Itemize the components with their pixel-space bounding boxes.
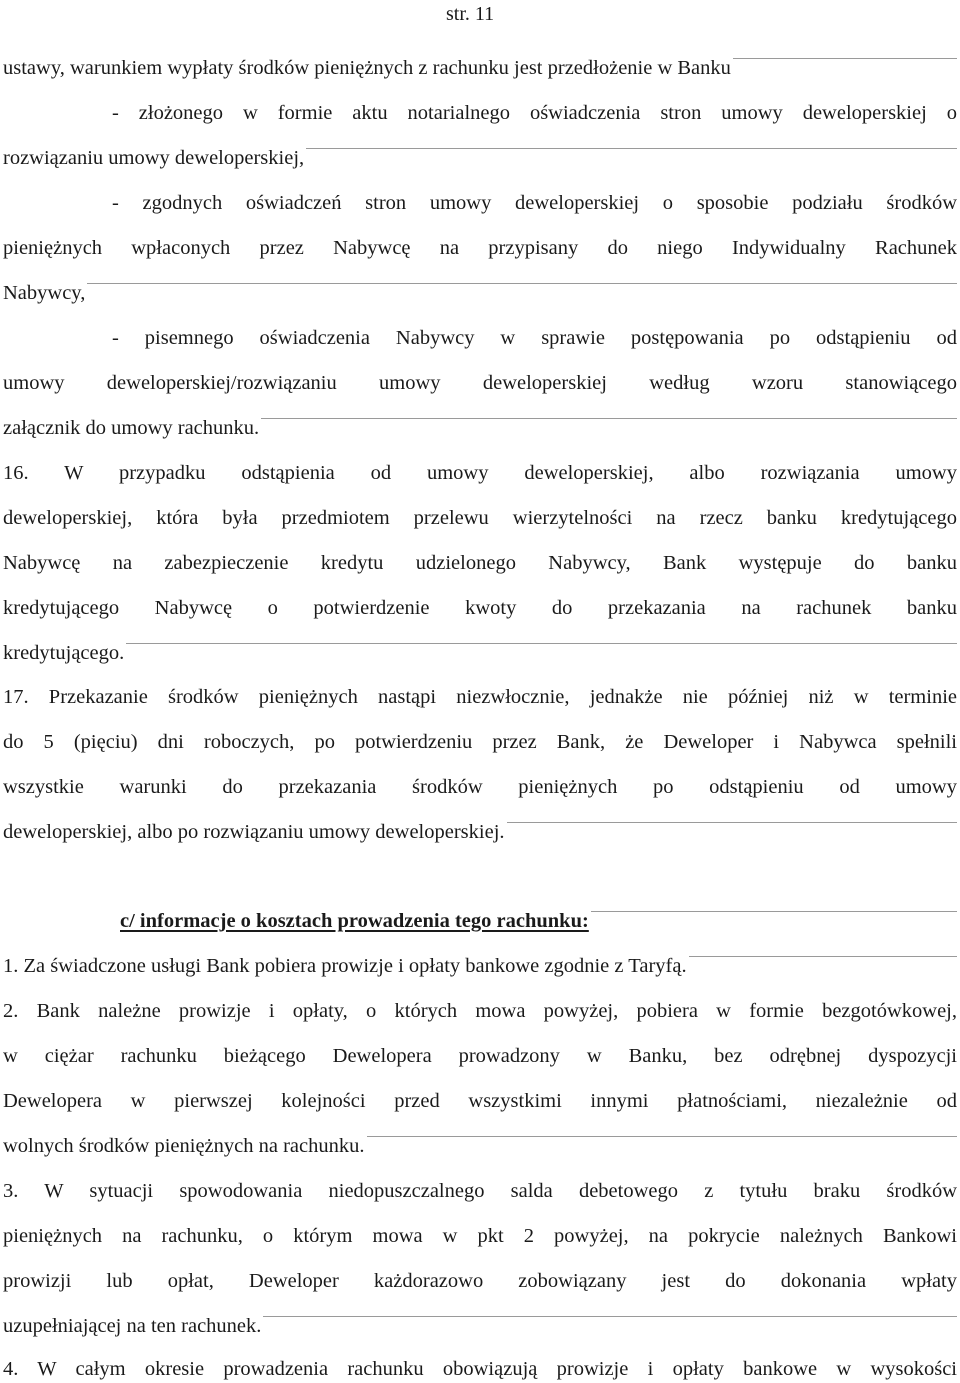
text-line [3,460,957,486]
fill-line [733,58,957,59]
line-text: Nabywcę na zabezpieczenie kredytu udzielonego Nabywcy, Bank występuje do banku [3,552,957,574]
text-line [3,1356,957,1382]
line-text: - pisemnego oświadczenia Nabywcy w sprawie postępowania po odstąpieniu od [112,327,957,349]
line-text: wolnych środków pieniężnych na rachunku. [3,1135,365,1157]
line-text: kredytującego. [3,642,125,664]
text-line [112,100,957,126]
fill-line [367,1136,958,1137]
fill-line [126,643,957,644]
line-text: kredytującego Nabywcę o potwierdzenie kwoty do przekazania na rachunek banku [3,597,957,619]
text-line [3,370,957,396]
text-line [3,550,957,576]
text-line [3,1088,957,1114]
fill-line [261,418,957,419]
line-text: 16. W przypadku odstąpienia od umowy deweloperskiej, albo rozwiązania umowy [3,462,957,484]
fill-line [689,956,957,957]
line-text: deweloperskiej, która była przedmiotem przelewu wierzytelności na rzecz banku kredytującego [3,507,957,529]
text-line [3,684,957,710]
text-line [3,595,957,621]
line-text: do 5 (pięciu) dni roboczych, po potwierdzeniu przez Bank, że Deweloper i Nabywca spełnili [3,731,957,753]
text-line [112,190,957,216]
text-line [3,1313,957,1339]
line-text: 1. Za świadczone usługi Bank pobiera prowizje i opłaty bankowe zgodnie z Taryfą. [3,955,687,977]
text-line [3,1178,957,1204]
line-text: rozwiązaniu umowy deweloperskiej, [3,147,305,169]
line-text: prowizji lub opłat, Deweloper każdorazowo zobowiązany jest do dokonania wpłaty [3,1270,957,1292]
text-line [3,1043,957,1069]
fill-line [507,822,957,823]
line-text: w ciężar rachunku bieżącego Dewelopera prowadzony w Banku, bez odrębnej dyspozycji [3,1045,957,1067]
line-text: 3. W sytuacji spowodowania niedopuszczalnego salda debetowego z tytułu braku środków [3,1180,957,1202]
text-line [3,1268,957,1294]
line-text: 17. Przekazanie środków pieniężnych nastąpi niezwłocznie, jednakże nie później niż w terminie [3,686,957,708]
text-line [3,729,957,755]
line-text: Nabywcy, [3,282,86,304]
text-line [3,640,957,666]
fill-line [87,283,957,284]
text-line [3,998,957,1024]
line-text: - zgodnych oświadczeń stron umowy deweloperskiej o sposobie podziału środków [112,192,957,214]
text-line [3,280,957,306]
section-heading-line [120,908,957,934]
text-line [3,819,957,845]
line-text: wszystkie warunki do przekazania środków pieniężnych po odstąpieniu od umowy [3,776,957,798]
section-heading: c/ informacje o kosztach prowadzenia tego rachunku: [120,910,589,932]
line-text: załącznik do umowy rachunku. [3,417,260,439]
text-line [112,325,957,351]
text-line [3,953,957,979]
line-text: umowy deweloperskiej/rozwiązaniu umowy deweloperskiej według wzoru stanowiącego [3,372,957,394]
fill-line [591,911,957,912]
line-text: uzupełniającej na ten rachunek. [3,1315,262,1337]
text-line [3,1133,957,1159]
line-text: Dewelopera w pierwszej kolejności przed wszystkimi innymi płatnościami, niezależnie od [3,1090,957,1112]
page-number: str. 11 [446,3,495,25]
line-text: deweloperskiej, albo po rozwiązaniu umowy deweloperskiej. [3,821,505,843]
text-line [3,235,957,261]
line-text: - złożonego w formie aktu notarialnego oświadczenia stron umowy deweloperskiej o [112,102,957,124]
text-line [3,505,957,531]
text-line [3,774,957,800]
text-line [3,55,957,81]
line-text: 2. Bank należne prowizje i opłaty, o których mowa powyżej, pobiera w formie bezgotówkowej, [3,1000,957,1022]
text-line [3,415,957,441]
text-line [3,145,957,171]
line-text: pieniężnych wpłaconych przez Nabywcę na przypisany do niego Indywidualny Rachunek [3,237,957,259]
text-line [3,1223,957,1249]
line-text: pieniężnych na rachunku, o którym mowa w pkt 2 powyżej, na pokrycie należnych Bankowi [3,1225,957,1247]
line-text: ustawy, warunkiem wypłaty środków pieniężnych z rachunku jest przedłożenie w Banku [3,57,731,79]
fill-line [306,148,957,149]
line-text: 4. W całym okresie prowadzenia rachunku obowiązują prowizje i opłaty bankowe w wysokości [3,1358,957,1380]
fill-line [263,1316,957,1317]
